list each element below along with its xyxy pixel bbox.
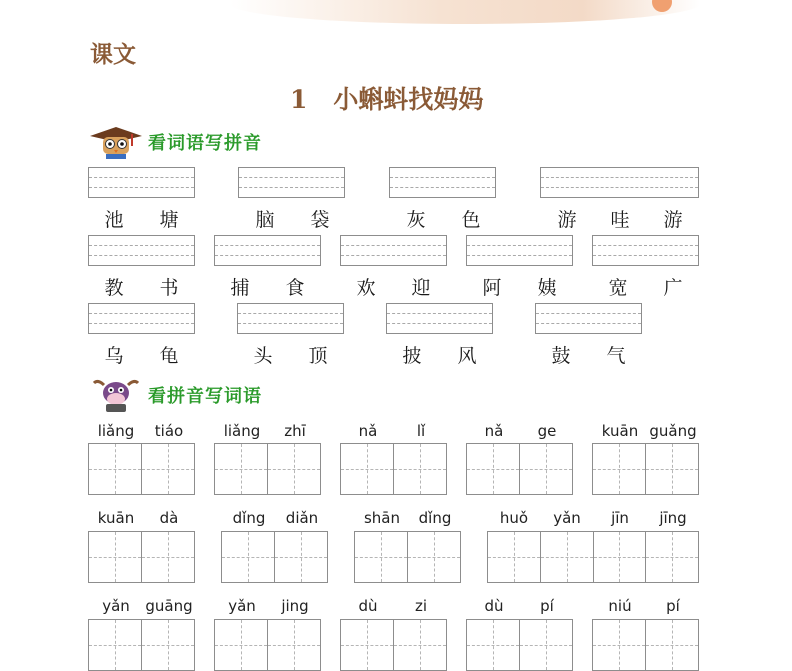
word-character: 头 xyxy=(253,345,273,367)
word-character: 披 xyxy=(402,345,422,367)
writing-cell[interactable] xyxy=(488,532,541,582)
writing-cell[interactable] xyxy=(594,532,647,582)
character-writing-grid[interactable] xyxy=(88,531,195,583)
pinyin-label: nǎ xyxy=(358,422,378,440)
pinyin-answer-box[interactable] xyxy=(592,235,699,266)
character-writing-grid[interactable] xyxy=(466,619,573,671)
pinyin-label: guǎng xyxy=(649,422,697,440)
word-character: 龟 xyxy=(159,345,179,367)
task2-heading xyxy=(88,377,262,413)
pinyin-label: shān xyxy=(363,509,401,527)
lesson-number: 1 xyxy=(290,85,308,114)
word-character: 广 xyxy=(663,277,683,299)
word-character: 脑 xyxy=(255,209,275,231)
character-writing-grid[interactable] xyxy=(88,443,195,495)
pinyin-answer-box[interactable] xyxy=(340,235,447,266)
pinyin-answer-box[interactable] xyxy=(88,235,195,266)
pinyin-label: dǐng xyxy=(232,509,266,527)
writing-cell[interactable] xyxy=(520,620,572,670)
pinyin-label: jīng xyxy=(659,509,687,527)
pinyin-label: kuān xyxy=(601,422,639,440)
word-character: 阿 xyxy=(482,277,502,299)
writing-cell[interactable] xyxy=(268,444,320,494)
character-writing-grid[interactable] xyxy=(214,619,321,671)
character-writing-grid[interactable] xyxy=(214,443,321,495)
writing-cell[interactable] xyxy=(408,532,460,582)
pinyin-label: tiáo xyxy=(154,422,184,440)
writing-cell[interactable] xyxy=(142,620,194,670)
writing-cell[interactable] xyxy=(541,532,594,582)
pinyin-answer-box[interactable] xyxy=(214,235,321,266)
pinyin-label: guāng xyxy=(145,597,193,615)
word-character: 袋 xyxy=(310,209,330,231)
top-decoration xyxy=(230,0,700,24)
writing-cell[interactable] xyxy=(467,444,520,494)
character-writing-grid[interactable] xyxy=(466,443,573,495)
cow-mascot-icon xyxy=(88,377,144,413)
pinyin-answer-box[interactable] xyxy=(535,303,642,334)
pinyin-label: jīn xyxy=(611,509,629,527)
writing-cell[interactable] xyxy=(467,620,520,670)
writing-cell[interactable] xyxy=(646,532,698,582)
pinyin-answer-box[interactable] xyxy=(237,303,344,334)
writing-cell[interactable] xyxy=(394,444,446,494)
writing-cell[interactable] xyxy=(142,444,194,494)
word-character: 迎 xyxy=(411,277,431,299)
pinyin-label: zhī xyxy=(284,422,306,440)
writing-cell[interactable] xyxy=(646,620,698,670)
pinyin-label: dù xyxy=(358,597,378,615)
writing-cell[interactable] xyxy=(89,532,142,582)
character-writing-grid[interactable] xyxy=(221,531,328,583)
pinyin-label: yǎn xyxy=(228,597,256,615)
pinyin-label: niú xyxy=(608,597,632,615)
pinyin-answer-box[interactable] xyxy=(88,167,195,198)
word-character: 教 xyxy=(104,277,124,299)
writing-cell[interactable] xyxy=(215,444,268,494)
task1-heading-text: 看词语写拼音 xyxy=(148,133,262,154)
owl-mascot-icon xyxy=(88,124,144,160)
word-character: 书 xyxy=(159,277,179,299)
word-character: 食 xyxy=(285,277,305,299)
pinyin-label: dà xyxy=(159,509,179,527)
writing-cell[interactable] xyxy=(268,620,320,670)
word-character: 欢 xyxy=(356,277,376,299)
pinyin-label: zi xyxy=(414,597,428,615)
pinyin-label: kuān xyxy=(97,509,135,527)
pinyin-answer-box[interactable] xyxy=(386,303,493,334)
decoration-orb xyxy=(652,0,672,12)
word-character: 捕 xyxy=(230,277,250,299)
task2-heading-text: 看拼音写词语 xyxy=(148,386,262,407)
word-character: 风 xyxy=(457,345,477,367)
writing-cell[interactable] xyxy=(341,444,394,494)
word-character: 游 xyxy=(557,209,577,231)
writing-cell[interactable] xyxy=(593,444,646,494)
word-character: 灰 xyxy=(406,209,426,231)
pinyin-label: liǎng xyxy=(223,422,261,440)
pinyin-answer-box[interactable] xyxy=(466,235,573,266)
pinyin-label: jing xyxy=(281,597,309,615)
writing-cell[interactable] xyxy=(222,532,275,582)
character-writing-grid[interactable] xyxy=(592,619,699,671)
writing-cell[interactable] xyxy=(394,620,446,670)
writing-cell[interactable] xyxy=(275,532,327,582)
word-character: 气 xyxy=(606,345,626,367)
lesson-name: 小蝌蚪找妈妈 xyxy=(333,85,484,114)
pinyin-label: dǐng xyxy=(418,509,452,527)
word-character: 宽 xyxy=(608,277,628,299)
section-title: 课文 xyxy=(90,41,136,68)
pinyin-label: yǎn xyxy=(102,597,130,615)
character-writing-grid[interactable] xyxy=(340,443,447,495)
writing-cell[interactable] xyxy=(89,620,142,670)
word-character: 色 xyxy=(461,209,481,231)
word-character: 游 xyxy=(663,209,683,231)
character-writing-grid[interactable] xyxy=(340,619,447,671)
writing-cell[interactable] xyxy=(593,620,646,670)
pinyin-answer-box[interactable] xyxy=(389,167,496,198)
pinyin-label: pí xyxy=(666,597,680,615)
character-writing-grid[interactable] xyxy=(88,619,195,671)
word-character: 池 xyxy=(104,209,124,231)
writing-cell[interactable] xyxy=(89,444,142,494)
pinyin-label: liǎng xyxy=(97,422,135,440)
word-character: 姨 xyxy=(537,277,557,299)
pinyin-label: huǒ xyxy=(499,509,529,527)
character-writing-grid[interactable] xyxy=(354,531,461,583)
character-writing-grid[interactable] xyxy=(487,531,699,583)
writing-cell[interactable] xyxy=(215,620,268,670)
writing-cell[interactable] xyxy=(646,444,698,494)
writing-cell[interactable] xyxy=(142,532,194,582)
character-writing-grid[interactable] xyxy=(592,443,699,495)
pinyin-label: yǎn xyxy=(553,509,581,527)
pinyin-label: dù xyxy=(484,597,504,615)
word-character: 乌 xyxy=(104,345,124,367)
word-character: 顶 xyxy=(308,345,328,367)
pinyin-label: ge xyxy=(537,422,557,440)
writing-cell[interactable] xyxy=(355,532,408,582)
lesson-title xyxy=(290,80,483,116)
writing-cell[interactable] xyxy=(520,444,572,494)
pinyin-label: diǎn xyxy=(285,509,319,527)
pinyin-answer-box[interactable] xyxy=(88,303,195,334)
writing-cell[interactable] xyxy=(341,620,394,670)
pinyin-answer-box[interactable] xyxy=(238,167,345,198)
pinyin-answer-box[interactable] xyxy=(540,167,699,198)
word-character: 塘 xyxy=(159,209,179,231)
word-character: 哇 xyxy=(610,209,630,231)
word-character: 鼓 xyxy=(551,345,571,367)
pinyin-label: lǐ xyxy=(416,422,426,440)
pinyin-label: pí xyxy=(540,597,554,615)
task1-heading xyxy=(88,124,262,160)
pinyin-label: nǎ xyxy=(484,422,504,440)
